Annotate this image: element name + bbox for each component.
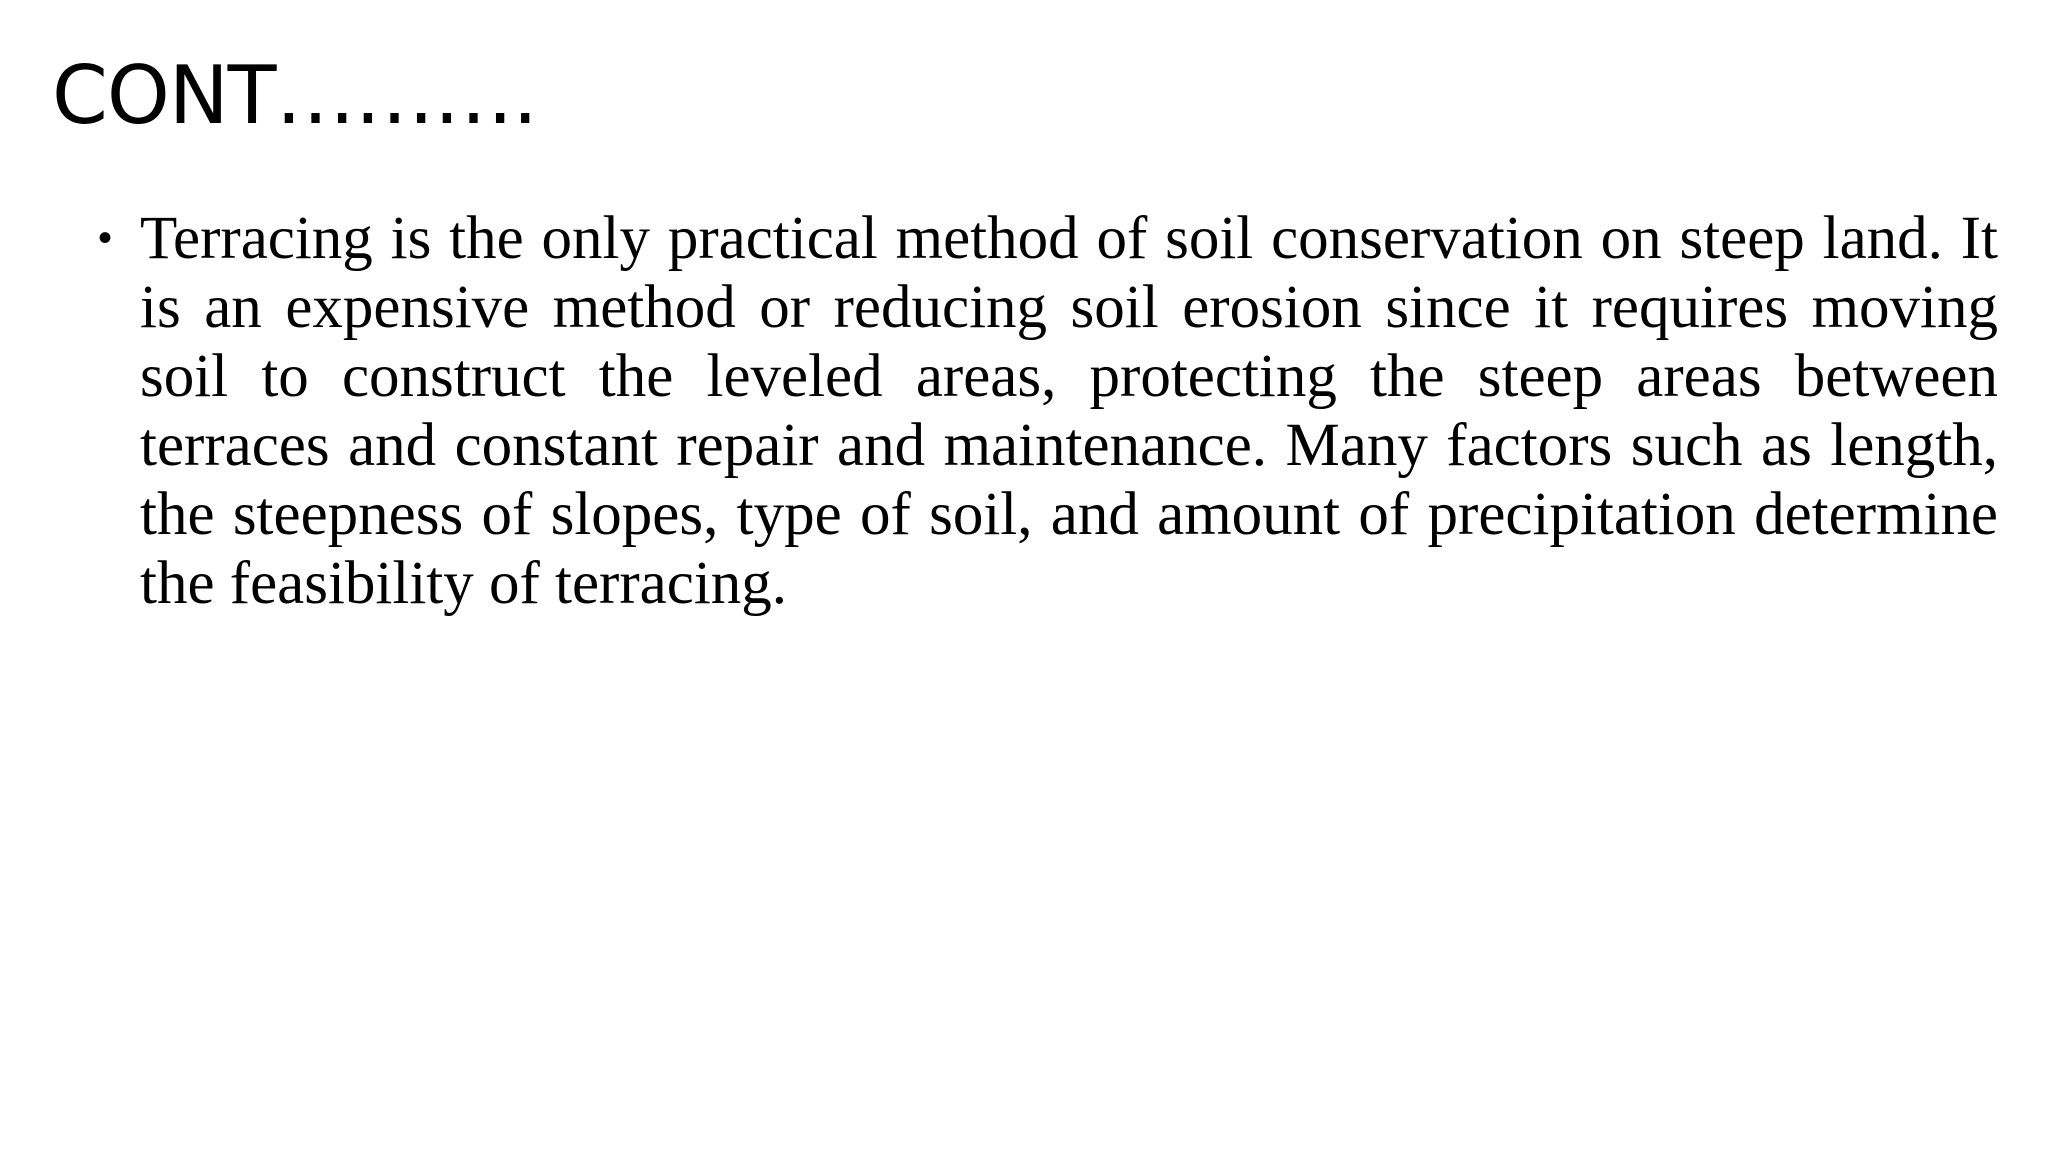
- bullet-text: Terracing is the only practical method of soil conservation on steep land. It is an expensive method or reducing soil erosion since it requires moving soil to construct the leveled areas, protecting the steep areas between terraces and constant repair and maintenance. Many factors such as length, the steepness of slopes, type of soil, and amount of precipitation determine the feasibility of terracing.: [140, 205, 1998, 617]
- bullet-item: [98, 204, 1998, 618]
- bullet-list: [98, 204, 1998, 618]
- slide-title: CONT……….: [52, 49, 537, 142]
- bullet-dot-icon: •: [98, 216, 113, 260]
